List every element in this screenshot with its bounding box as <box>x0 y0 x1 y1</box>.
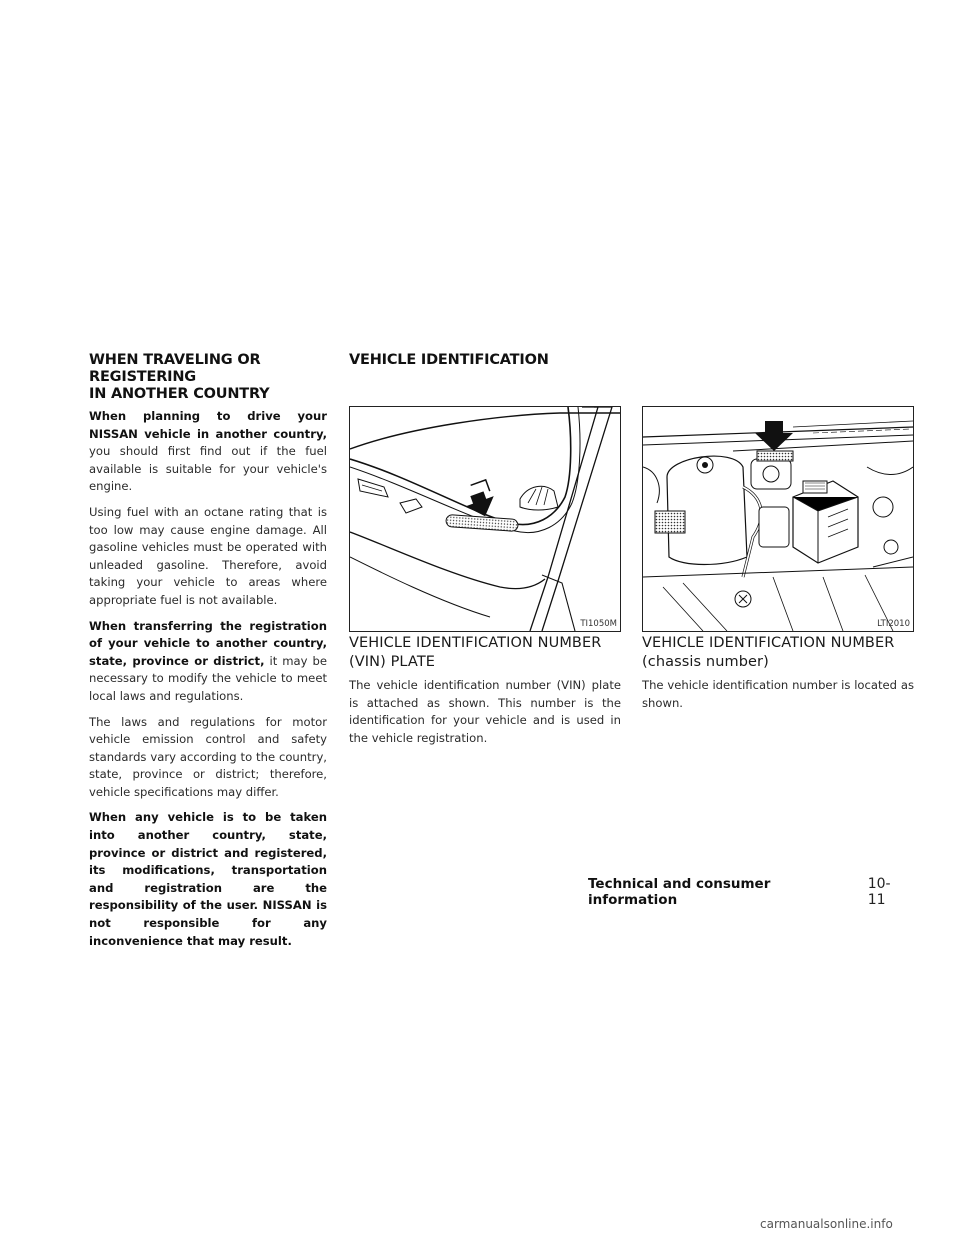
paragraph-registration <box>89 618 327 706</box>
paragraph-octane: Using fuel with an octane rating that is too low may cause engine damage. All gasoline vehicles must be operated with unleaded gasoline. Therefore, avoid taking your vehicle to areas where appropriate fuel is not available. <box>89 504 327 607</box>
bold-warning: When any vehicle is to be taken into another country, state, province or district and registered, its modifications, transportation and registration are the responsibility of the user. NISSAN is not responsible for any inconvenience that may result. <box>89 810 327 948</box>
chassis-number-description: The vehicle identification number is located as shown. <box>642 678 914 710</box>
paragraph-laws: The laws and regulations for motor vehicle emission control and safety standards vary according to the country, state, province or district; therefore, vehicle specifications may differ. <box>89 714 327 799</box>
vin-plate-description: The vehicle identification number (VIN) plate is attached as shown. This number is the identification for your vehicle and is used in the vehicle registration. <box>349 678 621 745</box>
engine-bay-illustration <box>643 407 913 631</box>
figure-code: LTI2010 <box>877 619 910 629</box>
paragraph-text: you should first find out if the fuel available is suitable for your vehicle's engine. <box>89 444 327 494</box>
paragraph-fuel <box>89 408 327 496</box>
page-footer <box>588 876 908 908</box>
chassis-number-heading <box>642 634 917 672</box>
heading-line-1: VEHICLE IDENTIFICATION NUMBER <box>642 635 895 651</box>
heading-line-2: (chassis number) <box>642 654 769 670</box>
paragraph-text: it may be necessary to modify the vehicle to meet local laws and regulations. <box>89 653 327 703</box>
heading-line-2: IN ANOTHER COUNTRY <box>89 386 270 402</box>
vin-plate-figure <box>349 406 621 632</box>
chapter-title: Technical and consumer information <box>588 876 771 908</box>
section-heading-vehicle-id: VEHICLE IDENTIFICATION <box>349 352 549 368</box>
page-number: 10-11 <box>867 876 891 908</box>
heading-line-1: WHEN TRAVELING OR REGISTERING <box>89 352 261 385</box>
paragraph-responsibility <box>89 809 327 950</box>
watermark: carmanualsonline.info <box>760 1217 893 1231</box>
section-heading-traveling <box>89 352 339 403</box>
vin-plate-illustration <box>350 407 620 631</box>
heading-line-1: VEHICLE IDENTIFICATION NUMBER <box>349 635 602 651</box>
heading-line-2: (VIN) PLATE <box>349 654 436 670</box>
bold-lead: When transferring the registration of your vehicle to another country, state, province or district, <box>89 618 327 668</box>
chassis-number-figure <box>642 406 914 632</box>
bold-lead: When planning to drive your NISSAN vehicle in another country, <box>89 409 327 441</box>
vin-plate-heading <box>349 634 624 672</box>
traveling-body <box>89 408 327 958</box>
figure-code: TI1050M <box>580 619 617 629</box>
